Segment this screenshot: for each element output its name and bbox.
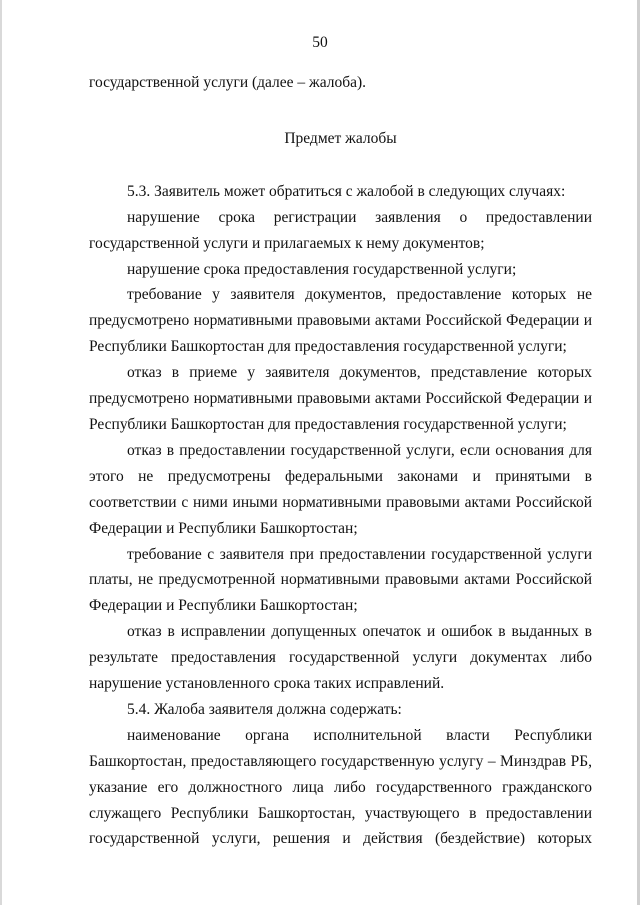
paragraph: 5.3. Заявитель может обратиться с жалобой в следующих случаях: [127, 182, 566, 200]
paragraph: нарушение срока регистрации заявления о предоставлении государственной услуги и прилагаемых к нему документов; [89, 208, 592, 252]
paragraph: нарушение срока предоставления государственной услуги; [127, 260, 517, 278]
paragraph: отказ в предоставлении государственной услуги, если основания для этого не предусмотрены федеральными законами и принятыми в соответствии с ними иными нормативными правовыми актами Российской Федерации и Республики Башкортостан; [89, 441, 592, 537]
paragraph: отказ в исправлении допущенных опечаток и ошибок в выданных в результате предоставления государственной услуги документах либо нарушение установленного срока таких исправлений. [89, 623, 592, 693]
paragraph: наименование органа исполнительной власти Республики Башкортостан, предоставляющего государственную услугу – Минздрав РБ, указание его должностного лица либо государственного гражданского служащего Республики Башкортостан, участвующего в предоставлении государственной услуги, решения и действия (бездействие) которых [89, 726, 592, 848]
paragraph: требование с заявителя при предоставлении государственной услуги платы, не предусмотренной нормативными правовыми актами Российской Федерации и Республики Башкортостан; [89, 545, 592, 615]
lead-line: государственной услуги (далее – жалоба). [89, 74, 367, 91]
paragraph: требование у заявителя документов, предоставление которых не предусмотрено нормативными правовыми актами Российской Федерации и Республики Башкортостан для предоставления государственной услуги; [89, 286, 592, 356]
paragraph: 5.4. Жалоба заявителя должна содержать: [127, 700, 402, 718]
paragraph: отказ в приеме у заявителя документов, представление которых предусмотрено нормативными правовыми актами Российской Федерации и Республики Башкортостан для предоставления государственной услуги; [89, 364, 592, 433]
document-body [89, 70, 592, 852]
page-edge-left [0, 0, 2, 905]
page-number: 50 [312, 34, 328, 51]
section-heading: Предмет жалобы [284, 129, 397, 147]
